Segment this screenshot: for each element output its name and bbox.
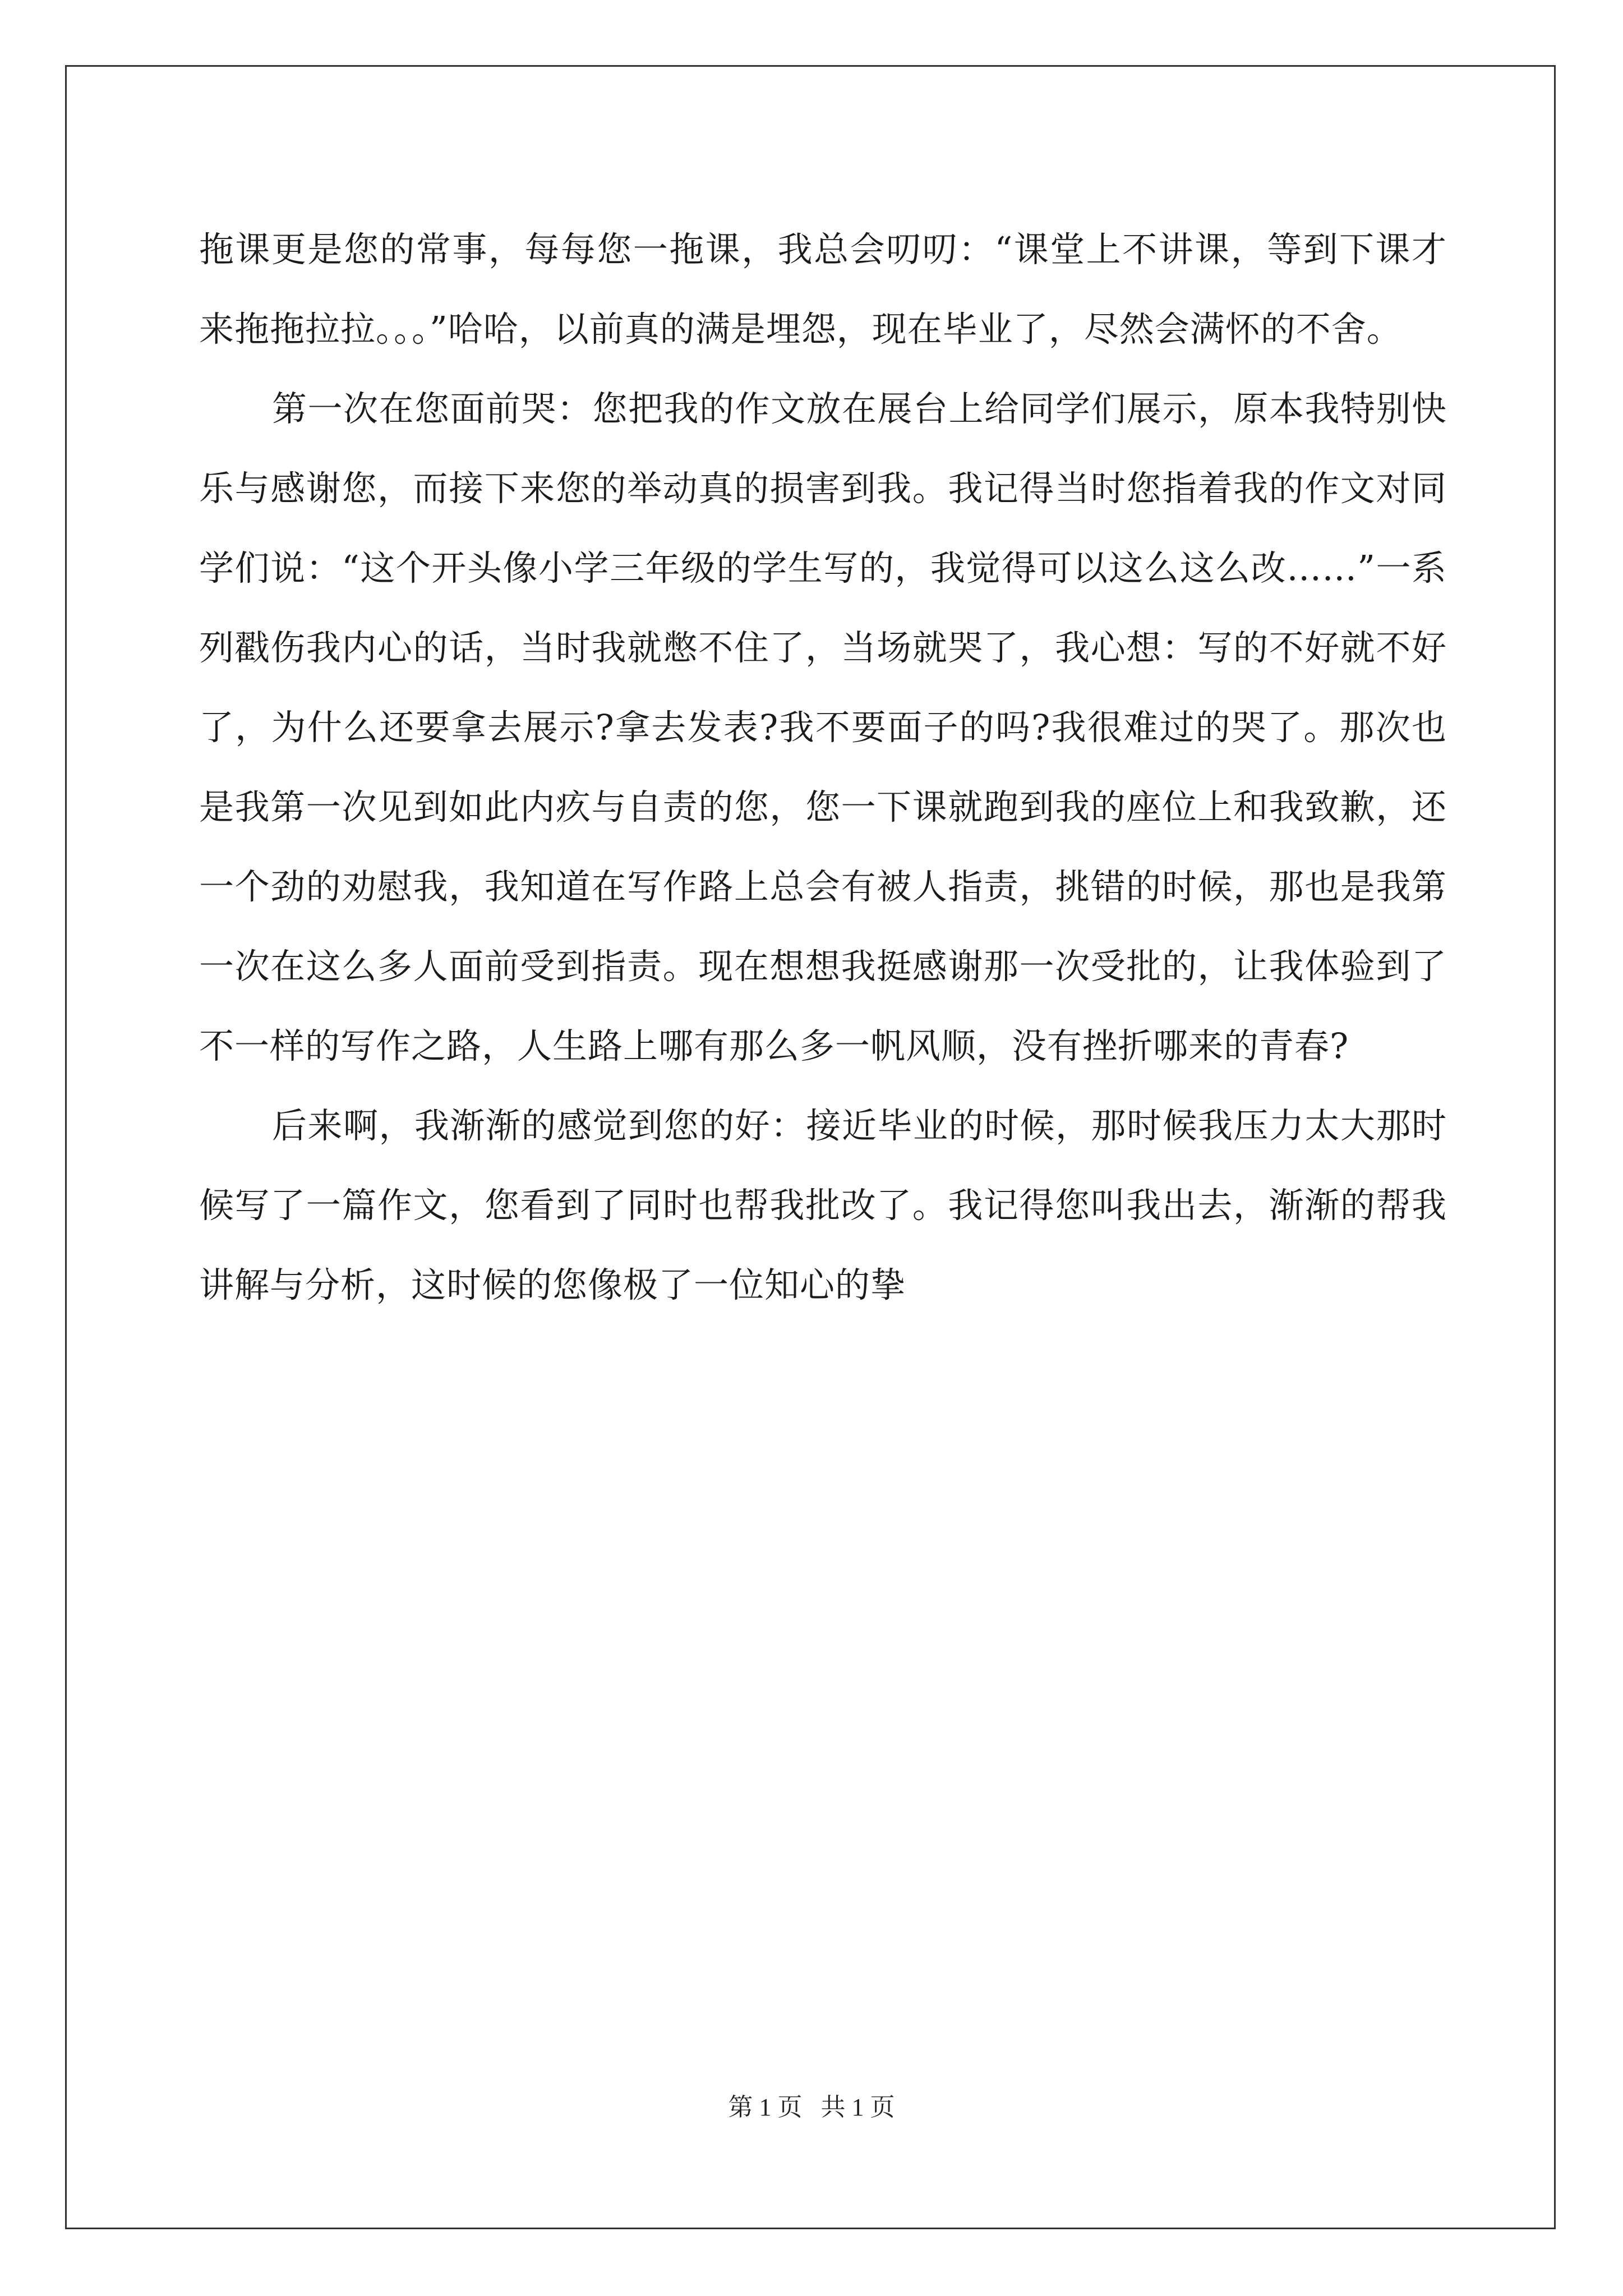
paragraph-3: 后来啊，我渐渐的感觉到您的好：接近毕业的时候，那时候我压力太大那时候写了一篇作文，您看到了同时也帮我批改了。我记得您叫我出去，渐渐的帮我讲解与分析，这时候的您像极了一位知心的挚 (199, 1105, 1447, 1305)
paragraph-1: 拖课更是您的常事，每每您一拖课，我总会叨叨：“课堂上不讲课，等到下课才来拖拖拉拉。。。”哈哈，以前真的满是埋怨，现在毕业了，尽然会满怀的不舍。 (199, 229, 1447, 349)
paragraph-2: 第一次在您面前哭：您把我的作文放在展台上给同学们展示，原本我特别快乐与感谢您，而接下来您的举动真的损害到我。我记得当时您指着我的作文对同学们说：“这个开头像小学三年级的学生写的，我觉得可以这么这么改……”一系列戳伤我内心的话，当时我就憋不住了，当场就哭了，我心想：写的不好就不好了，为什么还要拿去展示?拿去发表?我不要面子的吗?我很难过的哭了。那次也是我第一次见到如此内疚与自责的您，您一下课就跑到我的座位上和我致歉，还一个劲的劝慰我，我知道在写作路上总会有被人指责，挑错的时候，那也是我第一次在这么多人面前受到指责。现在想想我挺感谢那一次受批的，让我体验到了不一样的写作之路，人生路上哪有那么多一帆风顺，没有挫折哪来的青春? (199, 388, 1447, 1066)
document-body (199, 210, 1447, 1325)
page-footer (0, 2087, 1623, 2123)
page-number: 第 1 页 (728, 2093, 803, 2121)
page-total: 共 1 页 (820, 2093, 895, 2121)
